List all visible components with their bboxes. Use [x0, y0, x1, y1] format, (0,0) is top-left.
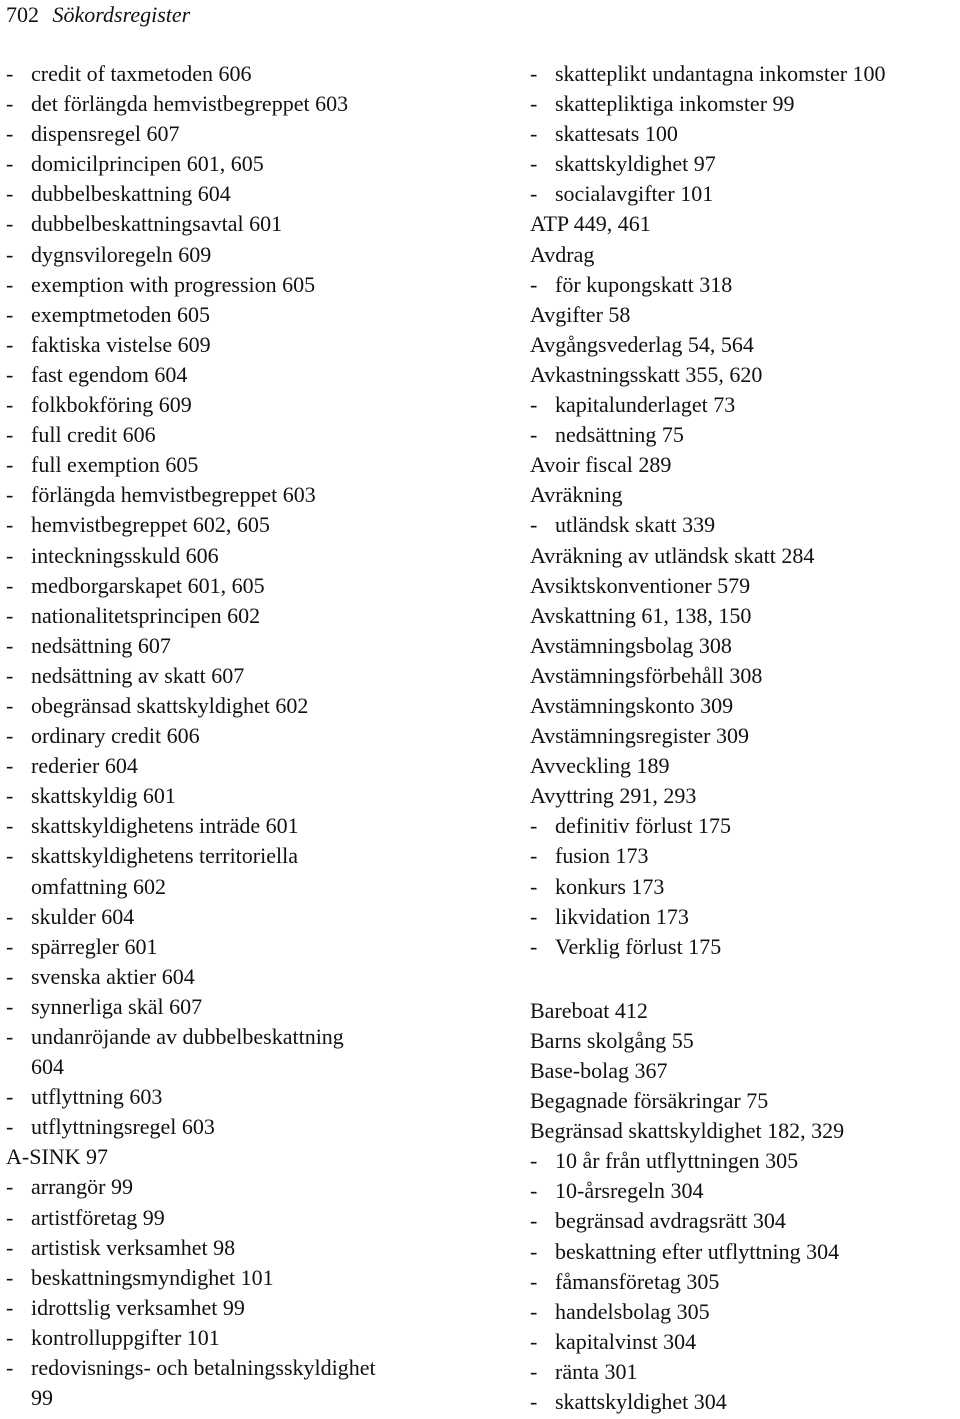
- index-subentry: - nedsättning 75: [530, 420, 958, 450]
- index-subentry: - utflyttningsregel 603: [6, 1112, 466, 1142]
- index-subentry: - handelsbolag 305: [530, 1297, 958, 1327]
- index-entry: Avräkning av utländsk skatt 284: [530, 542, 815, 568]
- index-subentry: - definitiv förlust 175: [530, 811, 958, 841]
- index-subentry: - begränsad avdragsrätt 304: [530, 1206, 958, 1236]
- index-subentry: - exemption with progression 605: [6, 270, 466, 300]
- index-subentry: - nedsättning av skatt 607: [6, 661, 466, 691]
- index-subentry: - medborgarskapet 601, 605: [6, 571, 466, 601]
- index-entry: Avdrag: [530, 241, 595, 267]
- index-subentry: - full credit 606: [6, 420, 466, 450]
- index-subentry: - skatteplikt undantagna inkomster 100: [530, 59, 958, 89]
- index-subentry: - ordinary credit 606: [6, 721, 466, 751]
- index-entry: Avkastningsskatt 355, 620: [530, 361, 763, 387]
- index-subentry: - skulder 604: [6, 902, 466, 932]
- index-subentry: - artistföretag 99: [6, 1203, 466, 1233]
- index-subentry: - folkbokföring 609: [6, 390, 466, 420]
- index-subentry: - faktiska vistelse 609: [6, 330, 466, 360]
- index-entry: Avstämningskonto 309: [530, 692, 734, 718]
- index-subentry: - skattskyldighet 304: [530, 1387, 958, 1417]
- index-subentry: - spärregler 601: [6, 932, 466, 962]
- index-entry-continuation: omfattning 602: [31, 873, 167, 899]
- index-entry: Avsiktskonventioner 579: [530, 572, 751, 598]
- index-subentry: - svenska aktier 604: [6, 962, 466, 992]
- index-subentry: - exemptmetoden 605: [6, 300, 466, 330]
- index-subentry: - socialavgifter 101: [530, 179, 958, 209]
- index-subentry: - fast egendom 604: [6, 360, 466, 390]
- index-subentry: - full exemption 605: [6, 450, 466, 480]
- section-gap: [530, 962, 958, 996]
- index-entry: Avgångsvederlag 54, 564: [530, 331, 754, 357]
- index-subentry: - beskattningsmyndighet 101: [6, 1263, 466, 1293]
- index-subentry: - arrangör 99: [6, 1172, 466, 1202]
- index-entry: Avstämningsregister 309: [530, 723, 749, 749]
- index-entry-continuation: 604: [31, 1054, 64, 1080]
- index-subentry: - kapitalunderlaget 73: [530, 390, 958, 420]
- index-subentry: - kontrolluppgifter 101: [6, 1323, 466, 1353]
- index-subentry: - utflyttning 603: [6, 1082, 466, 1112]
- index-subentry: - för kupongskatt 318: [530, 270, 958, 300]
- index-subentry: - fåmansföretag 305: [530, 1267, 958, 1297]
- index-subentry: - fusion 173: [530, 841, 958, 871]
- index-subentry: - 10-årsregeln 304: [530, 1176, 958, 1206]
- index-subentry: - skattskyldig 601: [6, 781, 466, 811]
- index-entry: Avräkning: [530, 482, 623, 508]
- index-entry: Avgifter 58: [530, 301, 631, 327]
- index-entry: Avveckling 189: [530, 753, 670, 779]
- index-subentry: - kapitalvinst 304: [530, 1327, 958, 1357]
- index-subentry: - konkurs 173: [530, 872, 958, 902]
- index-subentry: - nationalitetsprincipen 602: [6, 601, 466, 631]
- index-column-right: [530, 59, 958, 1417]
- index-subentry: - inteckningsskuld 606: [6, 541, 466, 571]
- index-entry: Avyttring 291, 293: [530, 783, 697, 809]
- index-subentry: - det förlängda hemvistbegreppet 603: [6, 89, 466, 119]
- index-subentry: - synnerliga skäl 607: [6, 992, 466, 1022]
- index-entry: Begagnade försäkringar 75: [530, 1088, 769, 1114]
- index-subentry: - rederier 604: [6, 751, 466, 781]
- index-subentry: - beskattning efter utflyttning 304: [530, 1237, 958, 1267]
- index-entry: Bareboat 412: [530, 997, 648, 1023]
- index-subentry: - skattskyldighet 97: [530, 149, 958, 179]
- page-title: Sökordsregister: [52, 2, 191, 27]
- index-subentry: - dubbelbeskattningsavtal 601: [6, 209, 466, 239]
- index-entry: Avstämningsförbehåll 308: [530, 662, 763, 688]
- index-subentry: - obegränsad skattskyldighet 602: [6, 691, 466, 721]
- index-subentry: - förlängda hemvistbegreppet 603: [6, 480, 466, 510]
- index-subentry: - utländsk skatt 339: [530, 510, 958, 540]
- index-entry-continuation: 99: [31, 1385, 53, 1411]
- index-column-left: [6, 59, 466, 1413]
- index-subentry: - 10 år från utflyttningen 305: [530, 1146, 958, 1176]
- index-subentry: - nedsättning 607: [6, 631, 466, 661]
- index-subentry: - hemvistbegreppet 602, 605: [6, 510, 466, 540]
- index-subentry: - redovisnings- och betalningsskyldighet: [6, 1353, 466, 1383]
- index-subentry: - domicilprincipen 601, 605: [6, 149, 466, 179]
- page-header: [6, 0, 190, 32]
- index-entry: Barns skolgång 55: [530, 1027, 694, 1053]
- index-subentry: - dygnsviloregeln 609: [6, 240, 466, 270]
- index-subentry: - skattepliktiga inkomster 99: [530, 89, 958, 119]
- index-subentry: - dispensregel 607: [6, 119, 466, 149]
- index-subentry: - undanröjande av dubbelbeskattning: [6, 1022, 466, 1052]
- index-entry: A-SINK 97: [6, 1144, 109, 1170]
- index-entry: Avoir fiscal 289: [530, 452, 672, 478]
- index-subentry: - dubbelbeskattning 604: [6, 179, 466, 209]
- index-subentry: - idrottslig verksamhet 99: [6, 1293, 466, 1323]
- index-subentry: - Verklig förlust 175: [530, 932, 958, 962]
- index-subentry: - likvidation 173: [530, 902, 958, 932]
- index-subentry: - ränta 301: [530, 1357, 958, 1387]
- index-entry: Base-bolag 367: [530, 1058, 668, 1083]
- index-subentry: - credit of taxmetoden 606: [6, 59, 466, 89]
- index-entry: ATP 449, 461: [530, 211, 651, 237]
- index-subentry: - skattskyldighetens inträde 601: [6, 811, 466, 841]
- index-subentry: - skattesats 100: [530, 119, 958, 149]
- index-entry: Avskattning 61, 138, 150: [530, 602, 752, 628]
- index-subentry: - skattskyldighetens territoriella: [6, 841, 466, 871]
- page-number: 702: [6, 2, 39, 27]
- index-subentry: - artistisk verksamhet 98: [6, 1233, 466, 1263]
- index-entry: Avstämningsbolag 308: [530, 632, 732, 658]
- index-entry: Begränsad skattskyldighet 182, 329: [530, 1118, 845, 1144]
